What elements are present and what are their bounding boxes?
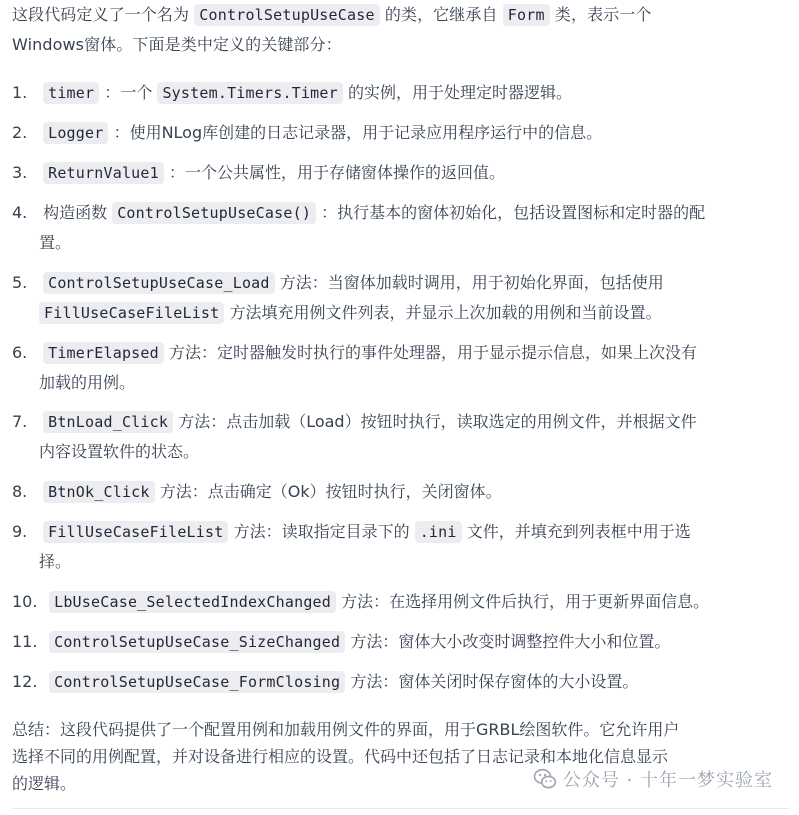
list-number: 9. — [12, 522, 28, 541]
summary-line-3: 的逻辑。 — [12, 774, 77, 793]
list-item — [12, 667, 792, 697]
item-code: FillUseCaseFileList — [43, 521, 228, 543]
item-code: ControlSetupUseCase_FormClosing — [49, 671, 345, 693]
item-text: ：使用NLog库创建的日志记录器，用于记录应用程序运行中的信息。 — [113, 123, 603, 142]
item-code-2: System.Timers.Timer — [157, 82, 342, 104]
intro-text-2: 的类，它继承自 — [384, 5, 498, 24]
item-text: 方法：窗体大小改变时调整控件大小和位置。 — [350, 632, 671, 651]
intro-code-form: Form — [503, 4, 550, 26]
list-item — [12, 268, 792, 328]
list-item — [12, 477, 792, 507]
list-number: 1. — [12, 83, 28, 102]
item-code-2: .ini — [415, 521, 462, 543]
intro-text-4: Windows窗体。下面是类中定义的关键部分： — [12, 35, 342, 54]
item-code-2: FillUseCaseFileList — [39, 302, 224, 324]
watermark-text: 公众号 · 十年一梦实验室 — [562, 770, 773, 791]
item-code: BtnOk_Click — [43, 481, 155, 503]
item-text: 方法：读取指定目录下的 — [233, 522, 410, 541]
intro-paragraph — [12, 0, 792, 60]
list-item — [12, 118, 792, 148]
list-number: 3. — [12, 163, 28, 182]
list-number: 2. — [12, 123, 28, 142]
list-number: 12. — [12, 672, 38, 691]
list-item — [12, 587, 792, 617]
list-number: 11. — [12, 632, 38, 651]
summary-line-2: 选择不同的用例配置，并对设备进行相应的设置。代码中还包括了日志记录和本地化信息显示 — [12, 747, 669, 766]
item-code: LbUseCase_SelectedIndexChanged — [49, 591, 336, 613]
item-text: 方法：窗体关闭时保存窗体的大小设置。 — [350, 672, 639, 691]
list-item — [12, 338, 792, 398]
list-item — [12, 78, 792, 108]
list-item — [12, 158, 792, 188]
item-code: ControlSetupUseCase() — [112, 202, 316, 224]
item-text: ：执行基本的窗体初始化，包括设置图标和定时器的配 — [321, 203, 706, 222]
item-text: 方法：点击确定（Ok）按钮时执行，关闭窗体。 — [159, 482, 502, 501]
bottom-divider — [12, 808, 789, 809]
item-code: timer — [43, 82, 99, 104]
list-item — [12, 407, 792, 467]
item-text-2: 方法填充用例文件列表，并显示上次加载的用例和当前设置。 — [229, 303, 662, 322]
summary-line-1: 总结：这段代码提供了一个配置用例和加载用例文件的界面，用于GRBL绘图软件。它允许用户 — [12, 720, 680, 739]
list-number: 10. — [12, 592, 38, 611]
item-continuation — [12, 298, 792, 328]
item-text: 方法：定时器触发时执行的事件处理器，用于显示提示信息，如果上次没有 — [168, 343, 697, 362]
item-continuation: 加载的用例。 — [39, 373, 136, 392]
item-continuation: 择。 — [39, 552, 72, 571]
list-number: 4. — [12, 203, 28, 222]
list-number: 7. — [12, 412, 28, 431]
watermark — [533, 766, 773, 792]
item-code: Logger — [43, 122, 108, 144]
item-continuation: 内容设置软件的状态。 — [39, 442, 200, 461]
list-item — [12, 627, 792, 657]
list-number: 6. — [12, 343, 28, 362]
item-text-2: 的实例，用于处理定时器逻辑。 — [347, 83, 572, 102]
item-code: ControlSetupUseCase_Load — [43, 272, 275, 294]
item-code: BtnLoad_Click — [43, 411, 173, 433]
list-number: 8. — [12, 482, 28, 501]
list-number: 5. — [12, 273, 28, 292]
item-text: 方法：点击加载（Load）按钮时执行，读取选定的用例文件，并根据文件 — [178, 412, 697, 431]
intro-text-1: 这段代码定义了一个名为 — [12, 5, 190, 24]
item-prefix: 构造函数 — [43, 203, 108, 222]
item-continuation: 置。 — [39, 233, 72, 252]
item-text: 方法：当窗体加载时调用，用于初始化界面，包括使用 — [279, 273, 664, 292]
intro-text-3: 类，表示一个 — [554, 5, 652, 24]
item-code: TimerElapsed — [43, 342, 164, 364]
item-code: ReturnValue1 — [43, 162, 164, 184]
item-text: ：一个公共属性，用于存储窗体操作的返回值。 — [168, 163, 505, 182]
list-item — [12, 198, 792, 258]
item-text-2: 文件，并填充到列表框中用于选 — [466, 522, 691, 541]
list-item — [12, 517, 792, 577]
item-text: 方法：在选择用例文件后执行，用于更新界面信息。 — [341, 592, 710, 611]
item-code: ControlSetupUseCase_SizeChanged — [49, 631, 345, 653]
item-text: ：一个 — [104, 83, 153, 102]
intro-code-classname: ControlSetupUseCase — [194, 4, 379, 26]
wechat-icon — [533, 768, 557, 790]
